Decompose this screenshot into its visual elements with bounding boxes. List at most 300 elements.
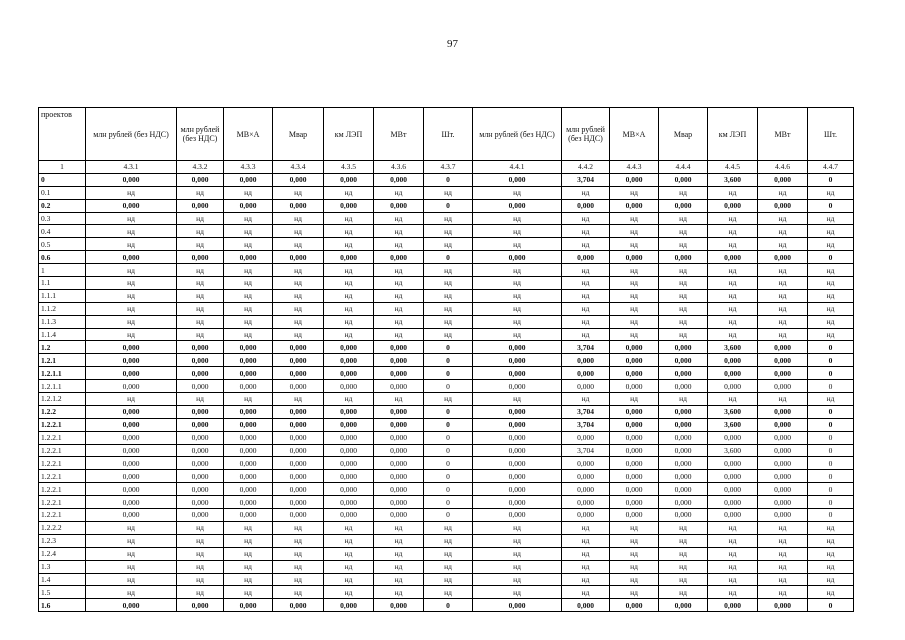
table-cell: нд — [177, 534, 224, 547]
table-cell: 0,000 — [610, 483, 659, 496]
table-cell: нд — [562, 534, 610, 547]
table-cell: 0,000 — [324, 470, 374, 483]
table-cell: 0,000 — [708, 354, 758, 367]
table-cell: 0,000 — [324, 354, 374, 367]
table-cell: 0,000 — [562, 199, 610, 212]
table-cell: нд — [808, 238, 854, 251]
column-number-cell: 4.4.2 — [562, 161, 610, 174]
table-cell: нд — [808, 302, 854, 315]
table-cell: 0,000 — [273, 341, 324, 354]
table-cell: нд — [473, 238, 562, 251]
table-cell: 0,000 — [659, 380, 708, 393]
table-cell: 3,600 — [708, 173, 758, 186]
table-cell: 0,000 — [273, 418, 324, 431]
table-cell: 0,000 — [473, 457, 562, 470]
table-cell: 0,000 — [659, 199, 708, 212]
table-cell: нд — [473, 315, 562, 328]
table-cell: 0,000 — [758, 418, 808, 431]
table-cell: нд — [224, 393, 273, 406]
table-cell: нд — [562, 315, 610, 328]
table-cell: 0,000 — [374, 509, 424, 522]
table-cell: нд — [273, 521, 324, 534]
row-id-cell: 1.2.4 — [39, 547, 86, 560]
table-row — [39, 199, 854, 212]
table-cell: нд — [758, 547, 808, 560]
table-cell: 0,000 — [708, 431, 758, 444]
table-cell: 0,000 — [374, 496, 424, 509]
table-cell: нд — [177, 264, 224, 277]
table-cell: 0,000 — [324, 599, 374, 612]
row-id-cell: 1.2.2.2 — [39, 521, 86, 534]
table-cell: нд — [224, 277, 273, 290]
table-cell: 0,000 — [273, 483, 324, 496]
table-cell: 0,000 — [324, 509, 374, 522]
table-cell: нд — [808, 586, 854, 599]
column-header: млн рублей (без НДС) — [473, 108, 562, 161]
table-cell: 0 — [808, 483, 854, 496]
table-cell: 0,000 — [758, 367, 808, 380]
table-cell: нд — [273, 547, 324, 560]
table-cell: 0,000 — [273, 470, 324, 483]
table-cell: 0,000 — [374, 199, 424, 212]
table-cell: нд — [177, 573, 224, 586]
table-cell: нд — [324, 586, 374, 599]
table-cell: нд — [659, 277, 708, 290]
row-id-cell: 1.2.2.1 — [39, 431, 86, 444]
table-cell: нд — [808, 315, 854, 328]
table-cell: нд — [177, 186, 224, 199]
table-cell: 0,000 — [610, 457, 659, 470]
table-cell: 0,000 — [610, 431, 659, 444]
table-cell: 0 — [808, 341, 854, 354]
table-cell: нд — [224, 302, 273, 315]
row-id-cell: 1 — [39, 264, 86, 277]
table-body — [39, 161, 854, 612]
table-cell: нд — [610, 547, 659, 560]
table-cell: нд — [374, 289, 424, 302]
table-cell: 0,000 — [86, 418, 177, 431]
row-id-cell: 1.1 — [39, 277, 86, 290]
table-cell: 0,000 — [758, 457, 808, 470]
column-header: млн рублей (без НДС) — [562, 108, 610, 161]
table-cell: 0 — [808, 418, 854, 431]
table-cell: нд — [659, 573, 708, 586]
table-cell: 0 — [808, 367, 854, 380]
table-cell: 0,000 — [86, 599, 177, 612]
table-cell: 0,000 — [708, 470, 758, 483]
header-row — [39, 108, 854, 161]
table-cell: нд — [758, 586, 808, 599]
table-cell: нд — [562, 521, 610, 534]
table-cell: 0,000 — [273, 457, 324, 470]
table-cell: 0,000 — [659, 418, 708, 431]
table-cell: нд — [708, 277, 758, 290]
table-row — [39, 431, 854, 444]
column-number-cell: 4.3.4 — [273, 161, 324, 174]
table-cell: нд — [273, 186, 324, 199]
table-cell: нд — [86, 225, 177, 238]
table-cell: нд — [659, 186, 708, 199]
table-cell: 0,000 — [708, 380, 758, 393]
table-cell: 0,000 — [224, 483, 273, 496]
table-cell: нд — [324, 238, 374, 251]
table-cell: нд — [473, 586, 562, 599]
table-cell: 0 — [424, 483, 473, 496]
table-cell: нд — [177, 328, 224, 341]
table-cell: нд — [610, 315, 659, 328]
table-cell: 0,000 — [708, 199, 758, 212]
table-cell: 0,000 — [708, 496, 758, 509]
table-cell: 0,000 — [758, 354, 808, 367]
table-cell: нд — [708, 573, 758, 586]
table-cell: 0,000 — [374, 380, 424, 393]
table-cell: 0 — [808, 457, 854, 470]
table-cell: нд — [659, 521, 708, 534]
table-row — [39, 547, 854, 560]
table-cell: 0,000 — [374, 444, 424, 457]
table-cell: 0,000 — [273, 405, 324, 418]
table-cell: нд — [86, 289, 177, 302]
table-cell: 0,000 — [86, 199, 177, 212]
table-cell: нд — [273, 264, 324, 277]
table-cell: 0,000 — [177, 444, 224, 457]
table-cell: нд — [224, 573, 273, 586]
table-cell: 0 — [808, 496, 854, 509]
table-cell: нд — [758, 534, 808, 547]
table-row — [39, 251, 854, 264]
table-cell: 0,000 — [177, 341, 224, 354]
table-row — [39, 405, 854, 418]
table-cell: 0 — [808, 199, 854, 212]
row-id-cell: 1.2.2.1 — [39, 418, 86, 431]
table-cell: нд — [808, 277, 854, 290]
table-cell: нд — [324, 393, 374, 406]
table-cell: 0 — [424, 457, 473, 470]
table-cell: 0 — [424, 199, 473, 212]
table-cell: нд — [374, 586, 424, 599]
table-cell: нд — [374, 315, 424, 328]
table-cell: нд — [424, 225, 473, 238]
table-cell: нд — [659, 302, 708, 315]
table-cell: 3,600 — [708, 444, 758, 457]
table-cell: нд — [177, 238, 224, 251]
table-cell: нд — [659, 238, 708, 251]
table-cell: нд — [424, 573, 473, 586]
table-cell: 0,000 — [659, 354, 708, 367]
table-cell: нд — [224, 534, 273, 547]
table-cell: 0,000 — [86, 354, 177, 367]
table-cell: нд — [424, 586, 473, 599]
table-cell: нд — [758, 560, 808, 573]
table-cell: нд — [758, 573, 808, 586]
column-header: Мвар — [273, 108, 324, 161]
table-cell: нд — [610, 573, 659, 586]
table-cell: 0,000 — [177, 251, 224, 264]
row-id-cell: 1.2.1.2 — [39, 393, 86, 406]
table-cell: нд — [374, 521, 424, 534]
table-cell: нд — [610, 186, 659, 199]
row-id-cell: 1.2.2.1 — [39, 457, 86, 470]
table-cell: нд — [708, 225, 758, 238]
table-cell: 0,000 — [86, 173, 177, 186]
table-cell: нд — [473, 289, 562, 302]
table-cell: нд — [374, 573, 424, 586]
table-cell: 0,000 — [86, 405, 177, 418]
table-cell: нд — [86, 277, 177, 290]
table-cell: 0,000 — [374, 354, 424, 367]
table-cell: нд — [659, 264, 708, 277]
table-cell: 0,000 — [177, 418, 224, 431]
table-cell: 0,000 — [610, 199, 659, 212]
table-cell: нд — [708, 212, 758, 225]
column-header: км ЛЭП — [708, 108, 758, 161]
table-cell: нд — [224, 328, 273, 341]
table-cell: нд — [708, 264, 758, 277]
table-row — [39, 457, 854, 470]
table-cell: 0,000 — [177, 354, 224, 367]
row-id-cell: 0.5 — [39, 238, 86, 251]
table-cell: нд — [808, 393, 854, 406]
table-cell: нд — [659, 586, 708, 599]
row-id-cell: 0.3 — [39, 212, 86, 225]
table-cell: 0,000 — [374, 457, 424, 470]
table-cell: нд — [473, 212, 562, 225]
table-cell: нд — [659, 547, 708, 560]
table-cell: нд — [610, 560, 659, 573]
table-cell: нд — [86, 302, 177, 315]
table-cell: нд — [610, 264, 659, 277]
table-cell: 0,000 — [177, 483, 224, 496]
table-row — [39, 560, 854, 573]
table-cell: 0,000 — [177, 173, 224, 186]
table-cell: 0 — [808, 405, 854, 418]
table-cell: нд — [808, 547, 854, 560]
table-cell: 0,000 — [473, 367, 562, 380]
table-cell: нд — [224, 521, 273, 534]
table-row — [39, 496, 854, 509]
table-cell: 0,000 — [224, 457, 273, 470]
table-cell: 0,000 — [86, 457, 177, 470]
table-cell: нд — [424, 315, 473, 328]
table-cell: нд — [86, 186, 177, 199]
table-cell: нд — [224, 238, 273, 251]
table-cell: 0,000 — [473, 431, 562, 444]
table-cell: нд — [758, 302, 808, 315]
column-numbers-row — [39, 161, 854, 174]
table-cell: 0,000 — [224, 470, 273, 483]
table-cell: нд — [273, 393, 324, 406]
table-cell: 0 — [808, 444, 854, 457]
table-cell: нд — [273, 315, 324, 328]
table-row — [39, 444, 854, 457]
table-cell: нд — [424, 264, 473, 277]
table-cell: 0,000 — [224, 341, 273, 354]
table-cell: нд — [86, 315, 177, 328]
table-cell: нд — [224, 264, 273, 277]
table-row — [39, 418, 854, 431]
table-cell: нд — [86, 586, 177, 599]
table-cell: 0,000 — [324, 251, 374, 264]
table-row — [39, 212, 854, 225]
column-header: проектов — [39, 108, 86, 161]
table-cell: 0,000 — [610, 509, 659, 522]
table-cell: нд — [708, 186, 758, 199]
table-cell: нд — [273, 289, 324, 302]
table-cell: 0,000 — [86, 496, 177, 509]
table-cell: 0,000 — [86, 509, 177, 522]
table-row — [39, 225, 854, 238]
table-cell: 0,000 — [374, 483, 424, 496]
table-cell: нд — [86, 560, 177, 573]
table-cell: нд — [374, 212, 424, 225]
table-cell: нд — [758, 238, 808, 251]
table-cell: 0,000 — [374, 599, 424, 612]
table-cell: нд — [758, 393, 808, 406]
table-cell: нд — [424, 277, 473, 290]
table-cell: нд — [86, 521, 177, 534]
table-cell: нд — [177, 225, 224, 238]
table-cell: 0,000 — [86, 251, 177, 264]
table-cell: 0,000 — [324, 496, 374, 509]
table-cell: 0 — [424, 418, 473, 431]
table-cell: 0,000 — [708, 251, 758, 264]
table-row — [39, 328, 854, 341]
table-cell: нд — [424, 186, 473, 199]
table-cell: нд — [708, 328, 758, 341]
column-number-cell: 4.3.3 — [224, 161, 273, 174]
table-cell: 0,000 — [708, 367, 758, 380]
table-cell: нд — [708, 586, 758, 599]
table-cell: 0,000 — [758, 470, 808, 483]
table-cell: нд — [758, 328, 808, 341]
table-cell: 0,000 — [659, 444, 708, 457]
table-cell: нд — [177, 289, 224, 302]
table-cell: 0,000 — [562, 457, 610, 470]
table-cell: нд — [177, 547, 224, 560]
table-cell: нд — [324, 521, 374, 534]
table-cell: нд — [808, 328, 854, 341]
row-id-cell: 1.2.1.1 — [39, 380, 86, 393]
table-cell: 0,000 — [758, 405, 808, 418]
table-cell: 0,000 — [610, 405, 659, 418]
table-cell: 0 — [808, 354, 854, 367]
table-cell: нд — [86, 547, 177, 560]
table-cell: 0,000 — [177, 405, 224, 418]
table-cell: 0,000 — [374, 405, 424, 418]
table-cell: нд — [324, 277, 374, 290]
table-cell: 0 — [808, 431, 854, 444]
column-number-cell: 4.3.6 — [374, 161, 424, 174]
table-cell: 0,000 — [473, 173, 562, 186]
row-id-cell: 1.2.2.1 — [39, 496, 86, 509]
table-cell: нд — [473, 186, 562, 199]
table-cell: 0,000 — [562, 470, 610, 483]
table-cell: нд — [224, 315, 273, 328]
table-cell: 0,000 — [324, 380, 374, 393]
row-id-cell: 1.2.2.1 — [39, 509, 86, 522]
table-cell: 3,600 — [708, 405, 758, 418]
table-cell: нд — [610, 238, 659, 251]
table-cell: 0,000 — [177, 496, 224, 509]
table-cell: 0,000 — [273, 509, 324, 522]
table-cell: нд — [177, 560, 224, 573]
table-cell: нд — [708, 238, 758, 251]
table-cell: нд — [473, 302, 562, 315]
table-cell: 0,000 — [273, 173, 324, 186]
column-header: км ЛЭП — [324, 108, 374, 161]
table-cell: 0,000 — [473, 380, 562, 393]
table-cell: нд — [273, 212, 324, 225]
table-cell: 0,000 — [659, 599, 708, 612]
row-id-cell: 1.4 — [39, 573, 86, 586]
table-cell: нд — [808, 225, 854, 238]
column-number-cell: 4.4.4 — [659, 161, 708, 174]
column-number-cell: 1 — [39, 161, 86, 174]
table-cell: нд — [224, 225, 273, 238]
table-cell: нд — [473, 521, 562, 534]
table-cell: нд — [659, 315, 708, 328]
table-cell: нд — [424, 238, 473, 251]
table-row — [39, 483, 854, 496]
table-cell: нд — [562, 302, 610, 315]
table-cell: 0 — [808, 251, 854, 264]
table-cell: нд — [177, 277, 224, 290]
table-cell: 0,000 — [224, 418, 273, 431]
table-cell: 0,000 — [473, 496, 562, 509]
table-cell: 0,000 — [224, 380, 273, 393]
table-cell: нд — [374, 186, 424, 199]
table-cell: 0,000 — [659, 470, 708, 483]
table-cell: нд — [374, 238, 424, 251]
table-cell: 0,000 — [758, 199, 808, 212]
table-cell: нд — [562, 264, 610, 277]
table-cell: 0 — [808, 173, 854, 186]
table-cell: нд — [324, 547, 374, 560]
table-cell: нд — [808, 186, 854, 199]
table-cell: нд — [659, 212, 708, 225]
table-cell: нд — [273, 238, 324, 251]
table-cell: 0 — [424, 599, 473, 612]
table-cell: нд — [473, 573, 562, 586]
table-cell: нд — [424, 289, 473, 302]
table-cell: нд — [473, 328, 562, 341]
table-cell: нд — [758, 186, 808, 199]
table-cell: нд — [86, 238, 177, 251]
table-cell: нд — [659, 225, 708, 238]
table-cell: нд — [424, 534, 473, 547]
table-cell: нд — [224, 212, 273, 225]
table-cell: 0,000 — [610, 444, 659, 457]
table-cell: нд — [473, 393, 562, 406]
table-cell: 0,000 — [273, 199, 324, 212]
table-cell: нд — [708, 521, 758, 534]
row-id-cell: 1.2.2.1 — [39, 470, 86, 483]
table-cell: нд — [177, 586, 224, 599]
table-cell: 0,000 — [758, 444, 808, 457]
table-row — [39, 599, 854, 612]
table-cell: нд — [562, 328, 610, 341]
table-cell: нд — [324, 289, 374, 302]
table-cell: 0,000 — [86, 431, 177, 444]
table-cell: 0,000 — [473, 509, 562, 522]
table-cell: 0 — [424, 251, 473, 264]
table-cell: 0,000 — [473, 341, 562, 354]
row-id-cell: 0.1 — [39, 186, 86, 199]
table-row — [39, 509, 854, 522]
table-row — [39, 277, 854, 290]
table-cell: 0,000 — [758, 431, 808, 444]
table-cell: 0,000 — [562, 367, 610, 380]
